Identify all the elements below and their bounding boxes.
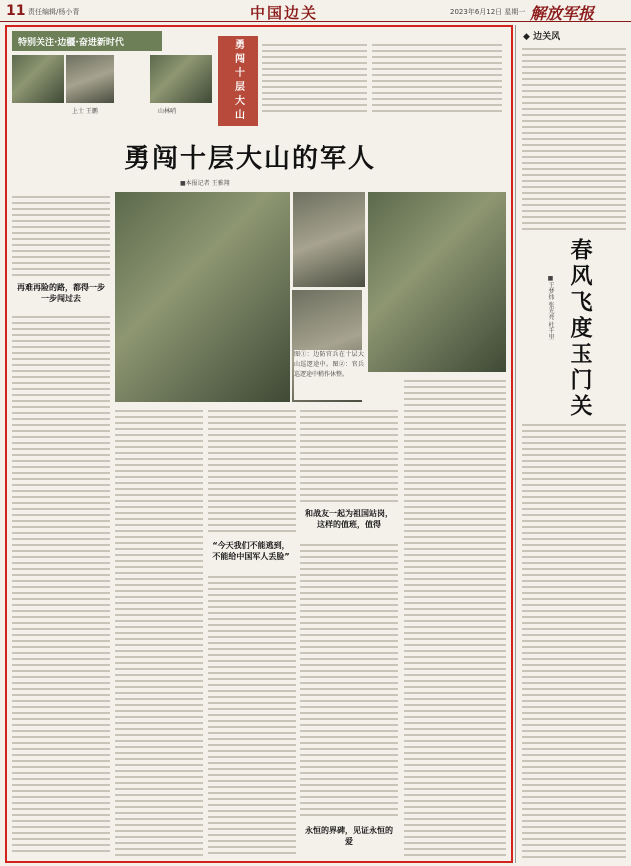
right-text-bottom xyxy=(522,420,626,860)
photo-soldier-left xyxy=(12,55,64,103)
section-title: 中国边关 xyxy=(250,4,319,22)
right-column-tag: ◆ 边关风 xyxy=(523,32,561,42)
subhead-4: 永恒的界碑，见证永恒的爱 xyxy=(305,826,393,846)
photo-patrol-small xyxy=(150,55,212,103)
photo-caption: 图①：边防官兵在十层大山巡逻途中。图②：官兵巡逻途中稍作休整。 xyxy=(294,350,364,400)
feature-box-label: 勇闯十层大山 xyxy=(218,36,258,126)
page-header xyxy=(0,0,631,22)
article-col-3 xyxy=(208,406,296,536)
article-col-4a xyxy=(300,406,398,502)
article-col-5 xyxy=(404,376,506,856)
issue-date: 2023年6月12日 星期一 xyxy=(450,8,526,16)
special-banner: 特别关注·边疆·奋进新时代 xyxy=(12,31,162,51)
column-divider xyxy=(515,25,516,863)
editor-credit: 责任编辑/杨小青 xyxy=(28,8,80,16)
article-headline: 勇闯十层大山的军人 xyxy=(123,144,376,174)
photo-ridge-patrol xyxy=(293,192,365,287)
caption-left-1: 上士 王鹏 xyxy=(72,108,98,115)
photo-mountain-post xyxy=(66,55,114,103)
article-col-1b xyxy=(12,312,110,857)
right-text-top xyxy=(522,44,626,234)
right-tag-label: 边关风 xyxy=(533,32,561,42)
page-number: 11 xyxy=(6,3,26,19)
photo-cliff-climb xyxy=(368,192,506,372)
intro-text xyxy=(262,40,367,120)
article-byline: ■本报记者 王雅翔 xyxy=(180,180,230,187)
poem-author: ■王梦炜 张光亮 杜千里 xyxy=(547,275,554,340)
poem-title: 春风飞度玉门关 xyxy=(567,238,593,420)
article-col-2 xyxy=(115,406,203,856)
article-col-4b xyxy=(300,540,398,820)
subhead-3: “今天我们不能逃到，不能给中国军人丢脸” xyxy=(212,541,290,561)
photo-main-troops xyxy=(115,192,290,402)
article-col-3b xyxy=(208,572,296,857)
subhead-2: 和战友一起为祖国站岗，这样的值班，值得 xyxy=(305,509,393,529)
intro-text-2 xyxy=(372,40,502,120)
caption-left-2: 山林哨 xyxy=(158,108,177,115)
article-col-1a xyxy=(12,192,110,278)
subhead-1: 再难再险的路，都得一步一步闯过去 xyxy=(17,283,105,303)
newspaper-logo: 解放军报 xyxy=(530,4,595,23)
